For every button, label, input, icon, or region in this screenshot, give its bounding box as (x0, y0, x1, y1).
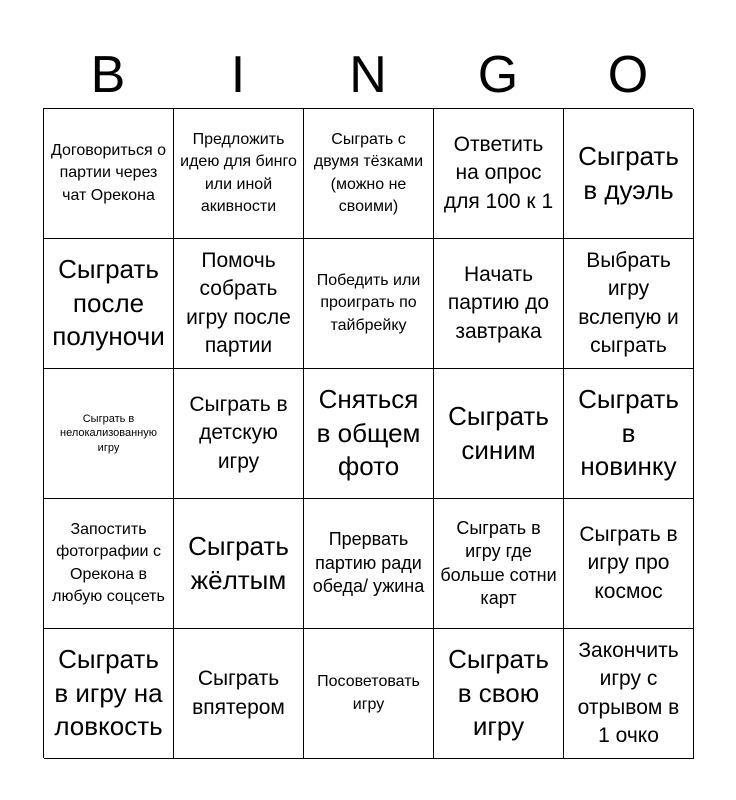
cell-text: Посоветовать игру (317, 673, 420, 713)
cell-text: Сыграть синим (448, 400, 549, 465)
header-letter-i: I (230, 46, 246, 104)
bingo-cell[interactable] (304, 369, 434, 499)
bingo-cell[interactable] (434, 369, 564, 499)
bingo-cell[interactable] (304, 239, 434, 369)
cell-text: Сыграть в детскую игру (189, 392, 288, 473)
bingo-cell[interactable] (434, 499, 564, 629)
bingo-cell[interactable] (304, 109, 434, 239)
header-letter-g: G (477, 46, 519, 104)
cell-text: Сняться в общем фото (316, 383, 421, 482)
cell-text: Сыграть в нелокализованную игру (60, 413, 157, 454)
header-letter-o: O (607, 46, 649, 104)
cell-text: Сыграть в игру где больше сотни карт (440, 517, 557, 608)
bingo-cell[interactable] (174, 239, 304, 369)
header-letter-b: B (90, 46, 126, 104)
bingo-cell[interactable] (434, 629, 564, 759)
bingo-cell[interactable] (564, 109, 694, 239)
cell-text: Ответить на опрос для 100 к 1 (443, 132, 554, 213)
cell-text: Победить или проиграть по тайбрейку (316, 271, 421, 334)
bingo-cell[interactable] (564, 499, 694, 629)
cell-text: Предложить идею для бинго или иной акивности (180, 130, 297, 215)
bingo-cell[interactable] (44, 499, 174, 629)
bingo-header (43, 42, 693, 108)
bingo-cell[interactable] (304, 499, 434, 629)
bingo-cell[interactable] (174, 629, 304, 759)
cell-text: Сыграть в свою игру (448, 643, 549, 742)
cell-text: Прервать партию ради обеда/ ужина (312, 529, 425, 597)
bingo-cell[interactable] (434, 239, 564, 369)
cell-text: Помочь собрать игру после партии (186, 248, 291, 357)
cell-text: Сыграть после полуночи (52, 253, 165, 352)
bingo-cell[interactable] (44, 629, 174, 759)
bingo-cell[interactable] (174, 499, 304, 629)
bingo-cell[interactable] (304, 629, 434, 759)
cell-text: Сыграть жёлтым (188, 530, 289, 595)
cell-text: Сыграть в игру на ловкость (54, 643, 163, 742)
bingo-cell[interactable] (564, 629, 694, 759)
cell-text: Запостить фотографии с Орекона в любую соцсеть (52, 520, 165, 605)
bingo-cell[interactable] (44, 369, 174, 499)
header-letter-n: N (349, 46, 387, 104)
bingo-cell[interactable] (564, 369, 694, 499)
cell-text: Сыграть в новинку (578, 383, 679, 482)
cell-text: Выбрать игру вслепую и сыграть (578, 248, 679, 357)
cell-text: Договориться о партии через чат Орекона (50, 141, 167, 204)
bingo-cell[interactable] (44, 239, 174, 369)
cell-text: Сыграть в дуэль (578, 140, 679, 205)
cell-text: Сыграть с двумя тёзками (можно не своими) (313, 130, 424, 215)
cell-text: Закончить игру с отрывом в 1 очко (577, 638, 680, 747)
bingo-cell[interactable] (174, 369, 304, 499)
cell-text: Сыграть в игру про космос (579, 522, 678, 603)
bingo-cell[interactable] (564, 239, 694, 369)
cell-text: Начать партию до завтрака (447, 262, 550, 343)
bingo-cell[interactable] (44, 109, 174, 239)
bingo-cell[interactable] (434, 109, 564, 239)
bingo-grid (43, 108, 693, 758)
cell-text: Сыграть впятером (192, 667, 285, 719)
bingo-cell[interactable] (174, 109, 304, 239)
